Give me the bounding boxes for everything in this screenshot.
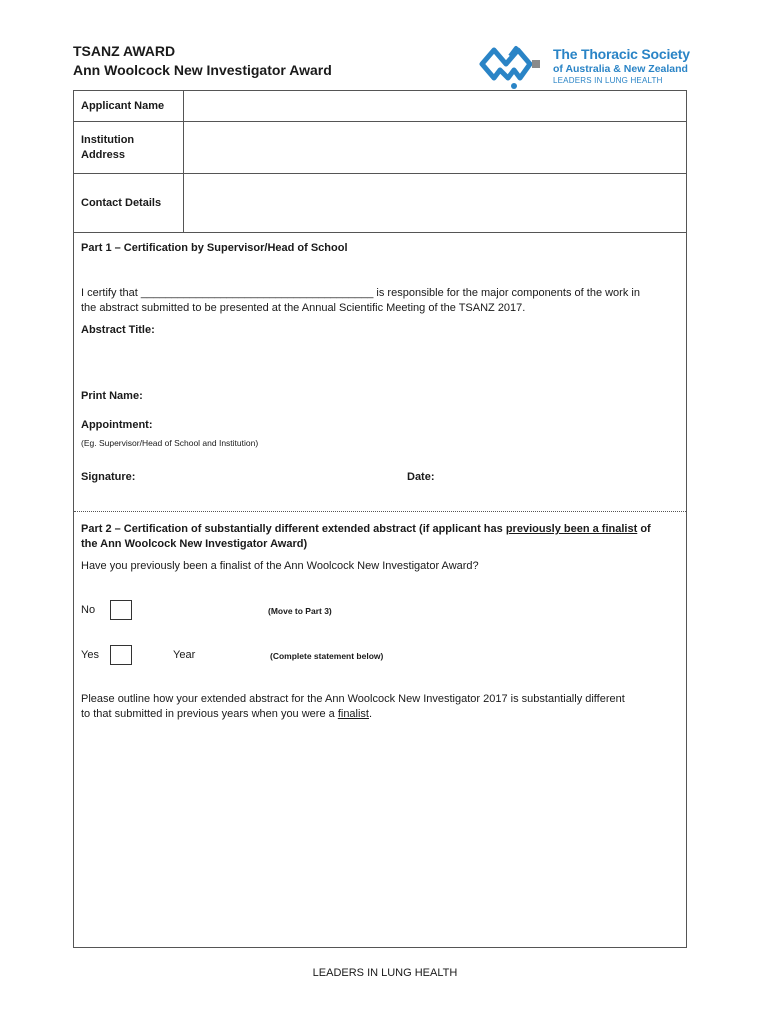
applicant-name-label: Applicant Name — [81, 100, 165, 112]
finalist-question: Have you previously been a finalist of the Ann Woolcock New Investigator Award? — [81, 560, 479, 572]
section-divider — [74, 511, 686, 512]
part2-heading: Part 2 – Certification of substantially different extended abstract (if applicant has previously been a finalist of — [81, 523, 651, 535]
logo-subtitle: of Australia & New Zealand — [553, 63, 688, 75]
form-frame — [73, 90, 687, 948]
yes-checkbox[interactable] — [110, 645, 132, 665]
outline-response-area[interactable] — [78, 731, 682, 941]
appointment-label: Appointment: — [81, 419, 153, 431]
award-type-title: TSANZ AWARD — [73, 43, 176, 59]
appointment-hint: (Eg. Supervisor/Head of School and Institution) — [81, 438, 259, 448]
row-line — [74, 232, 686, 233]
logo-title: The Thoracic Society — [553, 46, 690, 62]
no-note: (Move to Part 3) — [268, 606, 332, 616]
outline-text-line1: Please outline how your extended abstract for the Ann Woolcock New Investigator 2017 is substantially different — [81, 693, 625, 705]
part2-heading-line2: the Ann Woolcock New Investigator Award) — [81, 538, 308, 550]
yes-label: Yes — [81, 649, 99, 661]
logo-tagline: LEADERS IN LUNG HEALTH — [553, 76, 663, 85]
certify-text-line2: the abstract submitted to be presented at the Annual Scientific Meeting of the TSANZ 2017. — [81, 302, 526, 314]
institution-address-field[interactable] — [186, 124, 682, 170]
yes-note: (Complete statement below) — [270, 651, 384, 661]
award-name-title: Ann Woolcock New Investigator Award — [73, 62, 332, 78]
institution-label-line2: Address — [81, 149, 126, 161]
contact-details-field[interactable] — [186, 176, 682, 229]
no-label: No — [81, 604, 96, 616]
row-line — [74, 121, 686, 122]
part1-heading: Part 1 – Certification by Supervisor/Head of School — [81, 242, 348, 254]
table-divider — [183, 91, 184, 232]
date-label: Date: — [407, 471, 435, 483]
outline-text-line2: to that submitted in previous years when you were a finalist. — [81, 708, 373, 720]
row-line — [74, 173, 686, 174]
institution-label-line1: Institution — [81, 134, 135, 146]
year-label: Year — [173, 649, 196, 661]
footer-tagline: LEADERS IN LUNG HEALTH — [312, 967, 458, 979]
applicant-name-field[interactable] — [186, 93, 682, 119]
no-checkbox[interactable] — [110, 600, 132, 620]
certify-text-line1: I certify that ______________________________________ is responsible for the major components of the work in — [81, 287, 640, 299]
abstract-title-label: Abstract Title: — [81, 324, 155, 336]
print-name-label: Print Name: — [81, 390, 143, 402]
contact-details-label: Contact Details — [81, 197, 162, 209]
signature-label: Signature: — [81, 471, 136, 483]
